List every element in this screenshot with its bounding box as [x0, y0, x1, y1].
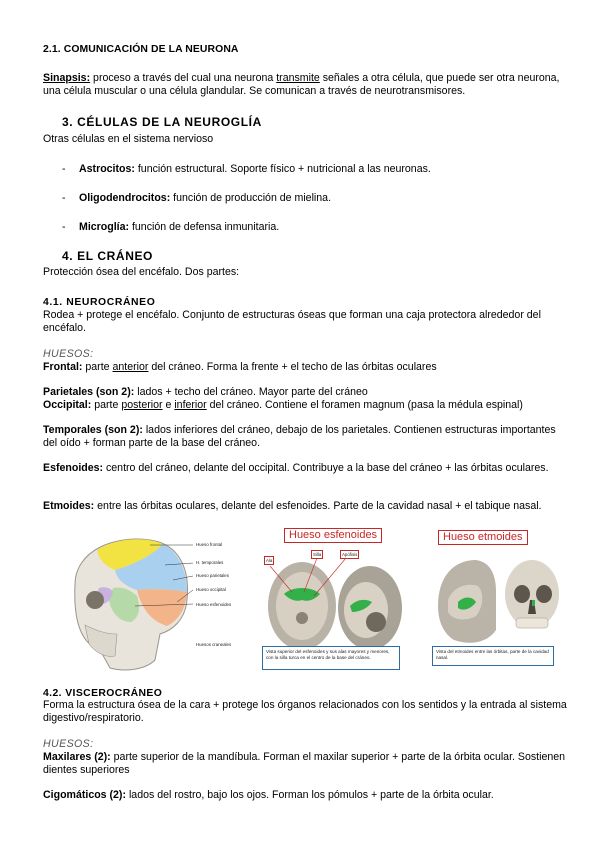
occipital-underlined-2: inferior: [174, 399, 207, 411]
etmoides-paragraph: [43, 500, 568, 513]
esfenoides-caption: Vista superior del esfenoides y sus alas mayores y menores, con la silla turca en el centro de la base del cráneo.: [262, 646, 400, 670]
microglia-term: Microglía:: [79, 221, 130, 233]
sinapsis-paragraph: [43, 72, 568, 98]
sinapsis-term: Sinapsis:: [43, 72, 91, 84]
maxilares-term: Maxilares (2):: [43, 751, 111, 763]
skull-label: H. temporales: [196, 560, 224, 565]
section-3-intro: Otras células en el sistema nervioso: [43, 133, 214, 145]
oligodendrocitos-term: Oligodendrocitos:: [79, 192, 171, 204]
maxilares-paragraph: [43, 751, 568, 777]
cigomaticos-term: Cigomáticos (2):: [43, 789, 126, 801]
skull-label: Hueso occipital: [196, 587, 226, 592]
etmoides-figure: [432, 526, 562, 672]
parietales-line: [43, 386, 568, 399]
temporales-term: Temporales (son 2):: [43, 424, 143, 436]
astrocitos-term: Astrocitos:: [79, 163, 135, 175]
occipital-line: [43, 399, 568, 412]
esfenoides-tag: Ala: [266, 558, 273, 563]
etmoides-text: entre las órbitas oculares, delante del esfenoides. Parte de la cavidad nasal + el tabique nasal.: [94, 500, 542, 512]
parietales-text: lados + techo del cráneo. Mayor parte del cráneo: [134, 386, 368, 398]
occipital-text-c: del cráneo. Contiene el foramen magnum (pasa la médula espinal): [206, 399, 523, 411]
esfenoides-title: Hueso esfenoides: [284, 528, 382, 543]
maxilares-text: parte superior de la mandíbula. Forman el maxilar superior + parte de la órbita ocular. Sostienen dientes superiores: [43, 751, 566, 776]
esfenoides-term: Esfenoides:: [43, 462, 104, 474]
frontal-text-a: parte: [82, 361, 113, 373]
microglia-text: función de defensa inmunitaria.: [129, 221, 280, 233]
cigomaticos-text: lados del rostro, bajo los ojos. Forman los pómulos + parte de la órbita ocular.: [126, 789, 494, 801]
list-item-oligodendrocitos: [79, 192, 331, 205]
sinapsis-text-a: proceso a través del cual una neurona: [90, 72, 277, 84]
bullet-marker: -: [62, 192, 66, 204]
section-4-2-heading: 4.2. VISCEROCRÁNEO: [43, 688, 163, 699]
parietales-term: Parietales (son 2):: [43, 386, 135, 398]
esfenoides-figure: [262, 526, 404, 672]
occipital-text-b: e: [162, 399, 175, 411]
temporales-text: lados inferiores del cráneo, debajo de los parietales. Contienen estructuras importantes del oído + forman parte de la base del cráneo.: [43, 424, 556, 449]
bullet-marker: -: [62, 221, 66, 233]
esfenoides-text: centro del cráneo, delante del occipital. Contribuye a la base del cráneo + las órbitas oculares.: [103, 462, 549, 474]
skull-lateral-figure: [55, 530, 255, 680]
section-4-heading: 4. EL CRÁNEO: [62, 249, 153, 263]
occipital-term: Occipital:: [43, 399, 92, 411]
temporales-paragraph: [43, 424, 568, 450]
cigomaticos-paragraph: [43, 789, 568, 802]
esfenoides-tag: Silla: [313, 552, 322, 557]
astrocitos-text: función estructural. Soporte físico + nutricional a las neuronas.: [134, 163, 431, 175]
occipital-underlined-1: posterior: [121, 399, 163, 411]
section-2-1-heading: 2.1. COMUNICACIÓN DE LA NEURONA: [43, 44, 239, 55]
huesos-label: HUESOS:: [43, 348, 94, 360]
skull-label: Hueso esfenoides: [196, 602, 232, 607]
huesos-label: HUESOS:: [43, 738, 94, 750]
frontal-underlined: anterior: [112, 361, 149, 373]
oligodendrocitos-text: función de producción de mielina.: [170, 192, 332, 204]
list-item-microglia: [79, 221, 279, 234]
skull-label: Hueso parietales: [196, 573, 229, 578]
skull-label: Huesos craneales: [196, 642, 232, 647]
esfenoides-paragraph: [43, 462, 568, 475]
occipital-text-a: parte: [91, 399, 122, 411]
viscerocraneo-description: Forma la estructura ósea de la cara + protege los órganos relacionados con los sentidos y la entrada al sistema digestivo/respiratorio.: [43, 699, 567, 724]
esfenoides-tag: Apófisis: [342, 552, 358, 557]
section-3-heading: 3. CÉLULAS DE LA NEUROGLÍA: [62, 115, 262, 129]
etmoides-term: Etmoides:: [43, 500, 95, 512]
section-4-1-heading: 4.1. NEUROCRÁNEO: [43, 297, 156, 308]
bullet-marker: -: [62, 163, 66, 175]
frontal-term: Frontal:: [43, 361, 83, 373]
list-item-astrocitos: [79, 163, 431, 176]
etmoides-title: Hueso etmoides: [438, 530, 528, 545]
section-4-intro: Protección ósea del encéfalo. Dos partes:: [43, 266, 240, 278]
frontal-text-b: del cráneo. Forma la frente + el techo de las órbitas oculares: [148, 361, 437, 373]
frontal-line: [43, 361, 568, 374]
neurocraneo-description: Rodea + protege el encéfalo. Conjunto de estructuras óseas que forman una caja protectora alrededor del encéfalo.: [43, 309, 541, 334]
sinapsis-text-b: señales a otra célula, que puede ser otra neurona, una célula muscular o una célula glandular. Se comunican a través de neurotransmisores.: [43, 72, 560, 97]
skull-label: Hueso frontal: [196, 542, 223, 547]
sinapsis-link: transmite: [276, 72, 320, 84]
etmoides-caption: Vista del etmoides entre las órbitas, parte de la cavidad nasal.: [432, 646, 554, 666]
